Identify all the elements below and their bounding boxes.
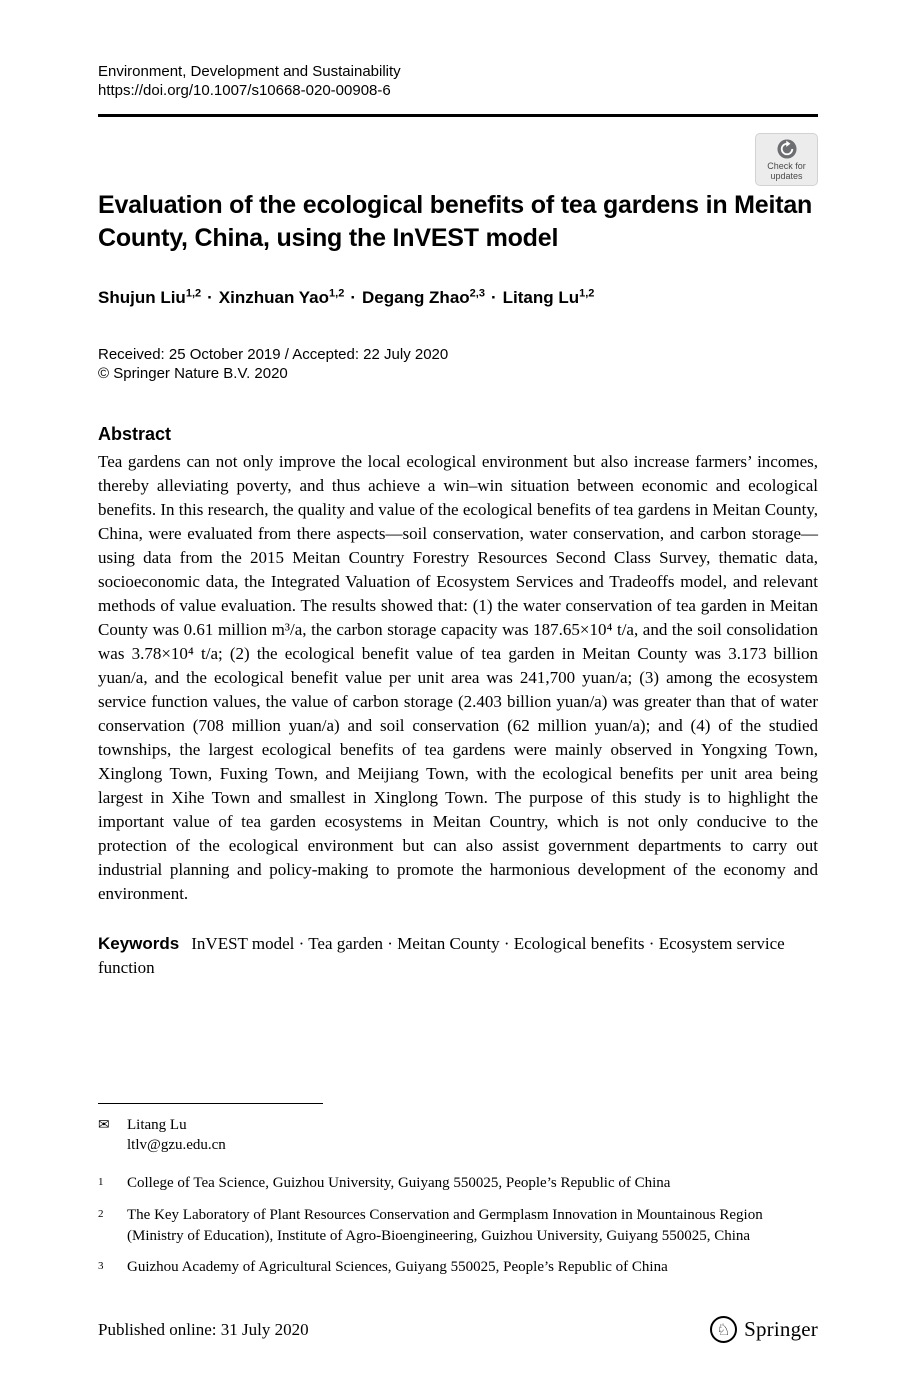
affiliation	[98, 1257, 818, 1278]
springer-logo	[710, 1316, 818, 1343]
author-separator: ·	[350, 288, 356, 307]
affiliation-text: The Key Laboratory of Plant Resources Conservation and Germplasm Innovation in Mountainous Region (Ministry of Education), Institute of Agro-Bioengineering, Guizhou University, Guiyang 550025, China	[127, 1207, 763, 1244]
springer-wordmark: Springer	[744, 1317, 818, 1341]
author-affiliation-numbers: 1,2	[579, 287, 595, 300]
author-name: Xinzhuan Yao	[218, 288, 330, 307]
copyright-line: © Springer Nature B.V. 2020	[98, 365, 288, 382]
author-affiliation-numbers: 1,2	[329, 287, 345, 300]
article-title: Evaluation of the ecological benefits of tea gardens in Meitan County, China, using the InVEST model	[98, 191, 813, 252]
envelope-icon: ✉	[98, 1117, 110, 1133]
badge-text-line2: updates	[770, 170, 803, 181]
author-affiliation-numbers: 2,3	[469, 287, 485, 300]
footnotes-block	[98, 1103, 818, 1278]
header-rule	[98, 114, 818, 117]
affiliation	[98, 1173, 818, 1194]
keywords-line	[98, 932, 818, 980]
abstract-heading: Abstract	[98, 424, 172, 444]
page-footer	[98, 1316, 818, 1343]
affiliation-text: Guizhou Academy of Agricultural Sciences, Guiyang 550025, People’s Republic of China	[127, 1259, 668, 1275]
author	[362, 288, 485, 307]
affiliation	[98, 1205, 818, 1247]
badge-text	[767, 161, 806, 181]
author-name: Shujun Liu	[98, 288, 186, 307]
author	[98, 288, 201, 307]
footnote-rule	[98, 1103, 323, 1104]
published-online: Published online: 31 July 2020	[98, 1319, 309, 1339]
correspondence-email[interactable]: ltlv@gzu.edu.cn	[127, 1137, 226, 1153]
author-name: Litang Lu	[502, 288, 580, 307]
check-for-updates-badge[interactable]	[755, 133, 818, 186]
springer-logo-icon	[710, 1316, 737, 1343]
doi-link[interactable]: https://doi.org/10.1007/s10668-020-00908-6	[98, 82, 391, 99]
correspondence-details	[127, 1115, 226, 1155]
author-name: Degang Zhao	[361, 288, 470, 307]
affiliation-text: College of Tea Science, Guizhou University, Guiyang 550025, People’s Republic of China	[127, 1175, 671, 1191]
keywords-label: Keywords	[98, 934, 180, 953]
affiliation-number: 1	[98, 1176, 104, 1188]
author	[219, 288, 345, 307]
author-list	[98, 286, 818, 309]
affiliation-number: 3	[98, 1260, 104, 1272]
correspondence-name: Litang Lu	[127, 1117, 187, 1133]
abstract-text: Tea gardens can not only improve the local ecological environment but also increase farmers’ incomes, thereby alleviating poverty, and thus achieve a win–win situation between economic and ecological benefits. In this research, the quality and value of the ecological benefits of tea gardens in Meitan County, China, were evaluated from there aspects—soil conservation, water conservation, and carbon storage—using data from the 2015 Meitan Country Forestry Resources Second Class Survey, thematic data, socioeconomic data, the Integrated Valuation of Ecosystem Services and Tradeoffs model, and relevant methods of value evaluation. The results showed that: (1) the water conservation of tea garden in Meitan County was 0.61 million m³/a, the carbon storage capacity was 187.65×10⁴ t/a, and the soil consolidation was 3.78×10⁴ t/a; (2) the ecological benefit value of tea garden in Meitan County was 3.173 billion yuan/a, and the ecological benefit value per unit area was 241,700 yuan/a; (3) among the ecosystem service function values, the value of carbon storage (2.403 billion yuan/a) was greater than that of water conservation (708 million yuan/a) and soil conservation (62 million yuan/a); and (4) of the studied townships, the largest ecological benefits of tea gardens were mainly observed in Yongxing Town, Xinglong Town, Fuxing Town, and Meijiang Town, with the ecological benefits per unit area being largest in Xihe Town and smallest in Xinglong Town. The purpose of this study is to highlight the important value of tea garden ecosystems in Meitan Country, which is not only conducive to the protection of the ecological environment but can also assist government departments to carry out industrial planning and policy-making to promote the harmonious development of the economy and environment.	[98, 452, 818, 903]
crossmark-icon	[777, 139, 797, 159]
author-affiliation-numbers: 1,2	[185, 287, 202, 300]
correspondence	[98, 1115, 818, 1155]
author-separator: ·	[490, 288, 497, 307]
affiliation-number: 2	[98, 1208, 104, 1220]
received-accepted-line: Received: 25 October 2019 / Accepted: 22 July 2020	[98, 346, 449, 363]
author	[503, 288, 595, 307]
springer-knight-glyph: ♘	[716, 1319, 731, 1339]
journal-name: Environment, Development and Sustainability	[98, 63, 401, 80]
keywords-text: InVEST model · Tea garden · Meitan County · Ecological benefits · Ecosystem service function	[98, 934, 785, 977]
badge-text-line1: Check for	[767, 160, 806, 171]
author-separator: ·	[207, 288, 213, 307]
